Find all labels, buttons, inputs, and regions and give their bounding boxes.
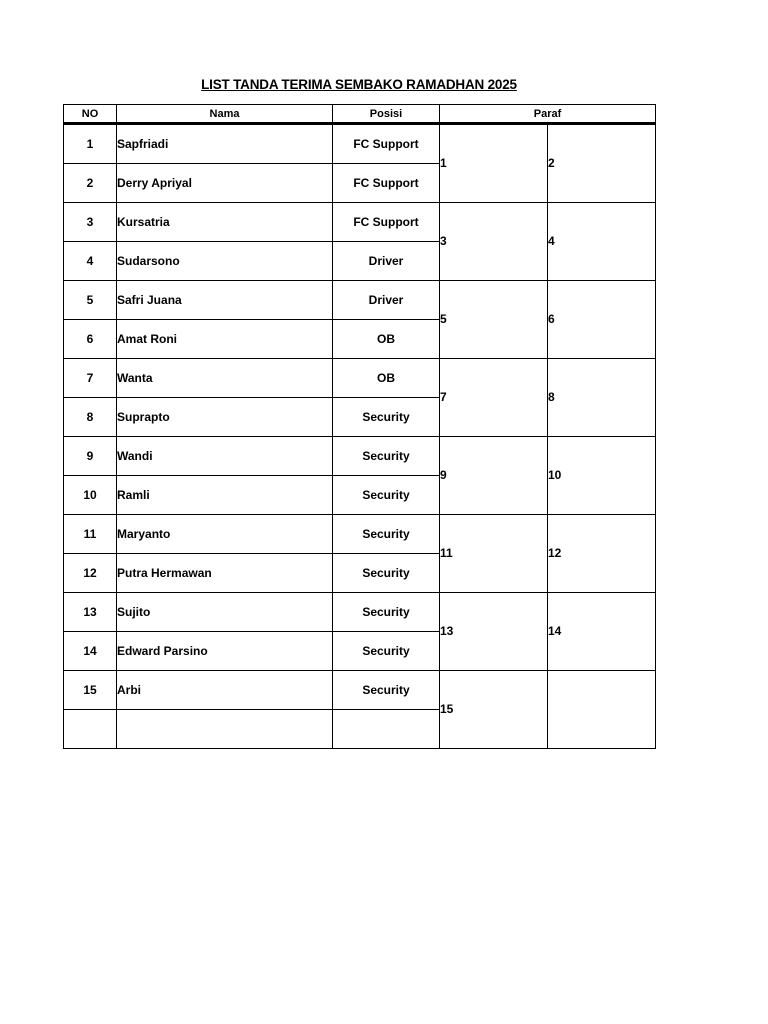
row-posisi-cell: Security <box>333 476 440 515</box>
row-posisi-cell: Security <box>333 671 440 710</box>
row-no-cell: 15 <box>64 671 117 710</box>
row-nama-cell: Wanta <box>117 359 333 398</box>
header-posisi: Posisi <box>333 105 440 124</box>
row-nama-cell: Derry Apriyal <box>117 164 333 203</box>
row-nama-cell: Safri Juana <box>117 281 333 320</box>
row-posisi-cell: Security <box>333 398 440 437</box>
row-posisi-cell: OB <box>333 320 440 359</box>
row-nama-cell: Sujito <box>117 593 333 632</box>
row-no-cell: 1 <box>64 124 117 164</box>
row-posisi-cell: OB <box>333 359 440 398</box>
table-body <box>64 124 656 749</box>
paraf-signature-box[interactable]: 9 <box>440 437 548 515</box>
table-row <box>64 515 656 554</box>
row-nama-cell: Ramli <box>117 476 333 515</box>
row-nama-cell: Sapfriadi <box>117 124 333 164</box>
row-posisi-cell: FC Support <box>333 203 440 242</box>
row-posisi-cell <box>333 710 440 749</box>
row-no-cell: 8 <box>64 398 117 437</box>
paraf-signature-box[interactable] <box>548 671 656 749</box>
signature-table <box>63 104 656 749</box>
row-no-cell: 5 <box>64 281 117 320</box>
table-row <box>64 359 656 398</box>
header-nama: Nama <box>117 105 333 124</box>
table-row <box>64 437 656 476</box>
row-no-cell <box>64 710 117 749</box>
paraf-signature-box[interactable]: 3 <box>440 203 548 281</box>
row-posisi-cell: Security <box>333 515 440 554</box>
row-nama-cell: Putra Hermawan <box>117 554 333 593</box>
row-posisi-cell: Driver <box>333 242 440 281</box>
paraf-signature-box[interactable]: 1 <box>440 124 548 203</box>
row-no-cell: 2 <box>64 164 117 203</box>
paraf-signature-box[interactable]: 2 <box>548 124 656 203</box>
row-nama-cell: Kursatria <box>117 203 333 242</box>
row-posisi-cell: Security <box>333 593 440 632</box>
row-posisi-cell: FC Support <box>333 164 440 203</box>
table-row <box>64 671 656 710</box>
row-nama-cell: Sudarsono <box>117 242 333 281</box>
paraf-signature-box[interactable]: 4 <box>548 203 656 281</box>
row-nama-cell: Maryanto <box>117 515 333 554</box>
row-nama-cell: Wandi <box>117 437 333 476</box>
header-paraf: Paraf <box>440 105 656 124</box>
paraf-signature-box[interactable]: 13 <box>440 593 548 671</box>
table-header-row <box>64 105 656 124</box>
row-posisi-cell: Security <box>333 632 440 671</box>
paraf-signature-box[interactable]: 15 <box>440 671 548 749</box>
row-no-cell: 12 <box>64 554 117 593</box>
paraf-signature-box[interactable]: 10 <box>548 437 656 515</box>
table-row <box>64 281 656 320</box>
row-no-cell: 4 <box>64 242 117 281</box>
table-row <box>64 203 656 242</box>
table-row <box>64 124 656 164</box>
row-no-cell: 6 <box>64 320 117 359</box>
paraf-signature-box[interactable]: 6 <box>548 281 656 359</box>
row-nama-cell: Edward Parsino <box>117 632 333 671</box>
header-no: NO <box>64 105 117 124</box>
paraf-signature-box[interactable]: 8 <box>548 359 656 437</box>
row-no-cell: 13 <box>64 593 117 632</box>
paraf-signature-box[interactable]: 14 <box>548 593 656 671</box>
row-posisi-cell: FC Support <box>333 124 440 164</box>
paraf-signature-box[interactable]: 5 <box>440 281 548 359</box>
table-row <box>64 593 656 632</box>
row-no-cell: 10 <box>64 476 117 515</box>
row-nama-cell: Amat Roni <box>117 320 333 359</box>
row-no-cell: 11 <box>64 515 117 554</box>
row-no-cell: 7 <box>64 359 117 398</box>
document-title: LIST TANDA TERIMA SEMBAKO RAMADHAN 2025 <box>201 77 517 92</box>
row-no-cell: 3 <box>64 203 117 242</box>
paraf-signature-box[interactable]: 11 <box>440 515 548 593</box>
row-nama-cell: Arbi <box>117 671 333 710</box>
row-no-cell: 14 <box>64 632 117 671</box>
row-posisi-cell: Security <box>333 554 440 593</box>
row-posisi-cell: Driver <box>333 281 440 320</box>
row-nama-cell: Suprapto <box>117 398 333 437</box>
row-no-cell: 9 <box>64 437 117 476</box>
row-posisi-cell: Security <box>333 437 440 476</box>
paraf-signature-box[interactable]: 7 <box>440 359 548 437</box>
paraf-signature-box[interactable]: 12 <box>548 515 656 593</box>
row-nama-cell <box>117 710 333 749</box>
